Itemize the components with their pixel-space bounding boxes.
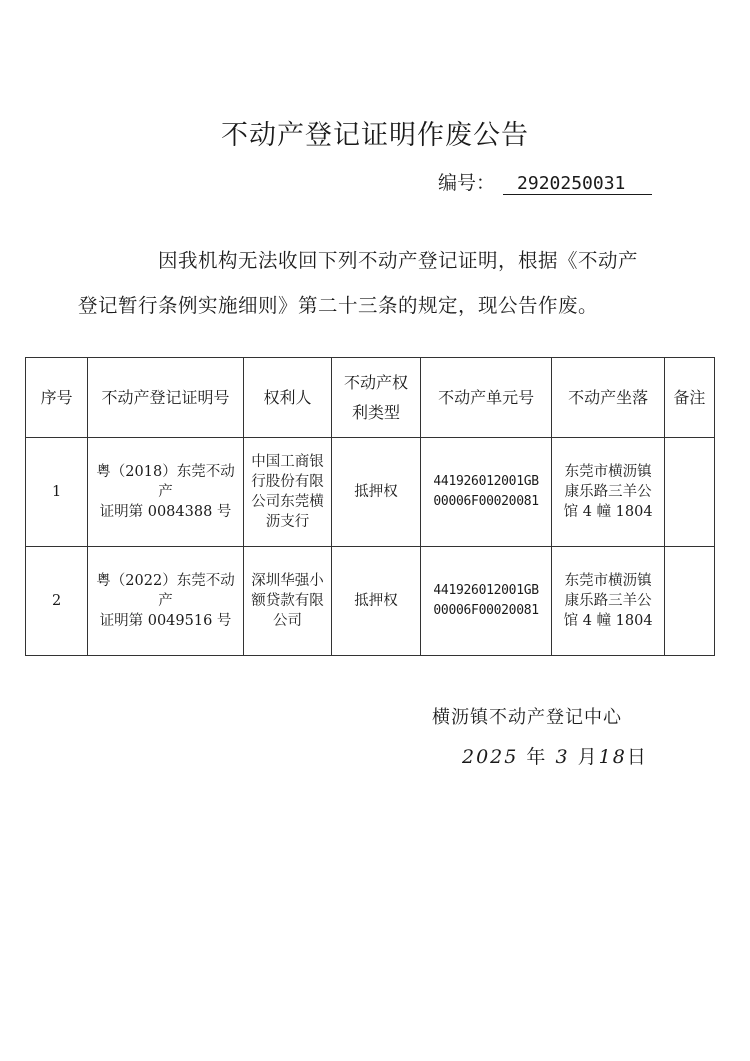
header-seq: 序号 (26, 358, 88, 438)
unit-line-2: 00006F00020081 (433, 494, 539, 509)
header-right-type-line-1: 不动产权 (343, 372, 408, 392)
header-right-type-line-2: 利类型 (351, 402, 400, 422)
header-right-type (332, 358, 421, 438)
location-line-3: 馆 4 幢 1804 (563, 504, 653, 520)
cell-cert-number (88, 438, 243, 547)
cell-seq: 2 (26, 547, 88, 656)
table-row (26, 547, 715, 656)
unit-line-2: 00006F00020081 (433, 603, 539, 618)
issuing-organization: 横沥镇不动产登记中心 (432, 707, 622, 728)
cert-line-2: 证明第 0049516 号 (99, 613, 232, 629)
cell-remark (664, 547, 714, 656)
records-table (25, 357, 715, 656)
cell-remark (664, 438, 714, 547)
cert-line-1: 粤（2018）东莞不动产 (96, 464, 235, 500)
issue-date (462, 742, 648, 769)
cell-seq: 1 (26, 438, 88, 547)
unit-line-1: 441926012001GB (433, 583, 539, 598)
location-line-1: 东莞市横沥镇 (564, 573, 652, 589)
cell-location (552, 438, 664, 547)
date-month-unit: 月 (577, 746, 599, 768)
header-location: 不动产坐落 (552, 358, 664, 438)
cert-line-1: 粤（2022）东莞不动产 (96, 573, 235, 609)
announcement-paragraph (78, 238, 639, 328)
date-month: 3 (555, 746, 570, 768)
table-header-row (26, 358, 715, 438)
location-line-2: 康乐路三羊公 (564, 593, 652, 609)
date-day-unit: 日 (626, 746, 648, 768)
location-line-1: 东莞市横沥镇 (564, 464, 652, 480)
cell-holder (243, 438, 332, 547)
header-unit-number: 不动产单元号 (420, 358, 552, 438)
paragraph-line-1: 因我机构无法收回下列不动产登记证明，根据《不动产 (158, 249, 639, 272)
number-value: 2920250031 (503, 173, 652, 195)
cell-unit-number (420, 438, 552, 547)
number-label: 编号： (438, 172, 496, 194)
table-row (26, 438, 715, 547)
holder-line-4: 沥支行 (265, 514, 310, 530)
header-cert-number: 不动产登记证明号 (88, 358, 243, 438)
cell-holder (243, 547, 332, 656)
holder-line-1: 中国工商银 (251, 454, 324, 470)
date-year-unit: 年 (526, 746, 548, 768)
document-number (438, 168, 652, 195)
cell-unit-number (420, 547, 552, 656)
paragraph-line-2: 登记暂行条例实施细则》第二十三条的规定，现公告作废。 (78, 294, 599, 317)
holder-line-2: 额贷款有限 (251, 593, 324, 609)
header-remark: 备注 (664, 358, 714, 438)
holder-line-3: 公司东莞横 (251, 494, 324, 510)
cell-cert-number (88, 547, 243, 656)
holder-line-3: 公司 (272, 613, 302, 629)
cert-line-2: 证明第 0084388 号 (99, 504, 232, 520)
page-title: 不动产登记证明作废公告 (221, 120, 529, 151)
holder-line-2: 行股份有限 (251, 474, 324, 490)
cell-right-type: 抵押权 (332, 438, 421, 547)
cell-location (552, 547, 664, 656)
date-day: 18 (598, 746, 627, 768)
unit-line-1: 441926012001GB (433, 474, 539, 489)
holder-line-1: 深圳华强小 (251, 573, 324, 589)
location-line-3: 馆 4 幢 1804 (563, 613, 653, 629)
date-year: 2025 (462, 746, 519, 768)
header-holder: 权利人 (243, 358, 332, 438)
cell-right-type: 抵押权 (332, 547, 421, 656)
location-line-2: 康乐路三羊公 (564, 484, 652, 500)
